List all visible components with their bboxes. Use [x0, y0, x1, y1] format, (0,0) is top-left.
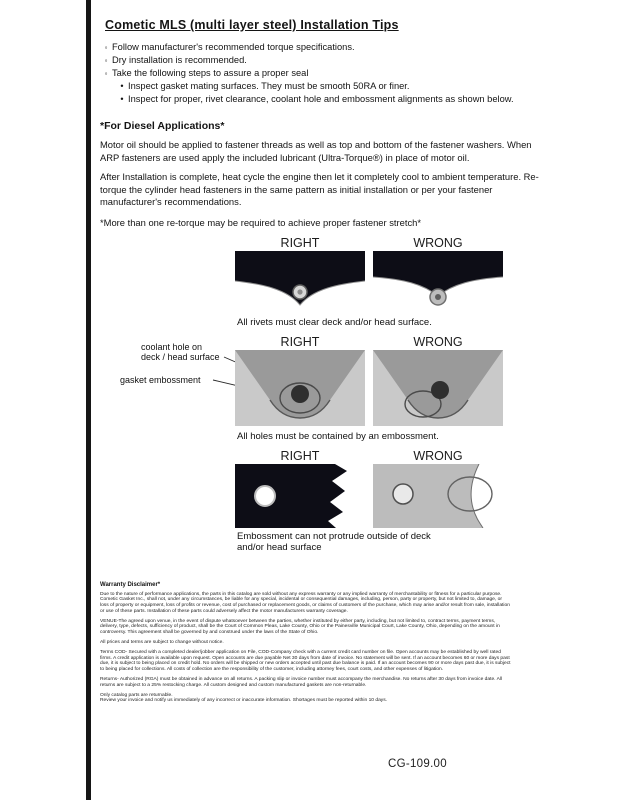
tip-item: [100, 67, 562, 80]
coolant-hole-label: coolant hole on deck / head surface: [141, 341, 220, 362]
row2-wrong-label: WRONG: [413, 334, 463, 349]
disclaimer-paragraph: Only catalog parts are returnable.: [100, 692, 173, 698]
disclaimer-paragraph: VENUE-The agreed upon venue, in the event of dispute whatsoever between the parties, whether instituted by either party, including, but not limited to, contract terms, payment terms, delivery, type, defects, sufficiency of product, shall be the Court of Common Pleas, Lake County, Ohio or the Painesville Municipal Court, Lake County, Ohio, depending on the amount in controversy. This agreement shall be governed by and construed under the laws of the State of Ohio.: [100, 618, 500, 636]
diesel-paragraph-2: After Installation is complete, heat cycle the engine then let it completely cool to ambient temperature. Re-torque the cylinder head fasteners in the same pattern as initial installation or per your fastener manufacturer's recommendations.: [100, 171, 539, 207]
rivet-wrong-image: [373, 251, 503, 313]
containment-wrong-image: [373, 350, 503, 426]
filled-bullet-icon: •: [120, 81, 124, 91]
row2-right-label: RIGHT: [280, 334, 320, 349]
tip-text: Take the following steps to assure a proper seal: [112, 68, 309, 78]
row1-caption: All rivets must clear deck and/or head surface.: [237, 316, 432, 328]
row2-caption: All holes must be contained by an embossment.: [237, 430, 439, 442]
containment-right-image: [235, 350, 365, 426]
open-bullet-icon: ◦: [104, 56, 108, 65]
open-bullet-icon: ◦: [104, 43, 108, 52]
row1-right-label: RIGHT: [280, 235, 320, 250]
filled-bullet-icon: •: [120, 94, 124, 104]
diesel-applications-heading: *For Diesel Applications*: [100, 120, 225, 132]
tip-text: Inspect for proper, rivet clearance, coolant hole and embossment alignments as shown below.: [128, 94, 514, 104]
page-title: Cometic MLS (multi layer steel) Installation Tips: [105, 18, 399, 32]
tip-item: [100, 41, 562, 54]
disclaimer-paragraph: Returns- Authorized (RGA) must be obtained in advance on all returns. A packing slip or invoice number must accompany the merchandise. No returns after 30 days from invoice date. All returns are subject to a 25% restocking charge. All custom designed and custom manufactured gaskets are non-returnable.: [100, 677, 503, 688]
tip-subitem: [116, 80, 562, 93]
rivet-right-image: [235, 251, 365, 313]
row3-wrong-label: WRONG: [413, 448, 463, 463]
protrusion-wrong-diagram: [373, 464, 503, 528]
disclaimer-paragraph: Due to the nature of performance applications, the parts in this catalog are sold without any express warranty or any implied warranty of merchantability or fitness for a particular purpose. Cometic Gasket Inc., shall not, under any circumstances, be liable for any special, incidental or consequential damages, including, person, party or property, but not limited to, damage, or loss of property or equipment, loss of profits or revenue, cost of purchased or replacement goods, or claims of customers of the purchase, which may arise and/or result from sale, installation or use of these parts. Installation of these parts could adversely affect the motor manufacturers warranty coverage.: [100, 591, 510, 614]
tip-item: [100, 54, 562, 67]
tip-text: Follow manufacturer's recommended torque specifications.: [112, 42, 355, 52]
retorque-note: *More than one re-torque may be required to achieve proper fastener stretch*: [100, 216, 422, 228]
open-bullet-icon: ◦: [104, 69, 108, 78]
protrusion-right-image: [235, 464, 365, 528]
row3-caption: Embossment can not protrude outside of deck and/or head surface: [237, 530, 431, 553]
disclaimer-heading: Warranty Disclaimer*: [100, 581, 161, 588]
rivet-clearance-right-diagram: [235, 251, 365, 313]
installation-tips-list: [100, 41, 562, 106]
tip-text: Inspect gasket mating surfaces. They must be smooth 50RA or finer.: [128, 81, 410, 91]
embossment-containment-wrong-diagram: [373, 350, 503, 426]
tip-subitem: [116, 93, 562, 106]
tip-text: Dry installation is recommended.: [112, 55, 247, 65]
protrusion-wrong-image: [373, 464, 503, 528]
left-margin-rule: [86, 0, 91, 800]
diesel-paragraph-1: Motor oil should be applied to fastener threads as well as top and bottom of the fastener washers. When ARP fasteners are used apply the included lubricant (Ultra-Torque®) in place of motor oil.: [100, 139, 532, 163]
embossment-containment-right-diagram: [235, 350, 365, 426]
diagram-section: [100, 236, 562, 558]
warranty-disclaimer: [100, 582, 512, 705]
disclaimer-paragraph: All prices and terms are subject to change without notice.: [100, 640, 224, 646]
row3-right-label: RIGHT: [280, 448, 320, 463]
rivet-clearance-wrong-diagram: [373, 251, 503, 313]
disclaimer-paragraph: Terms COD- Secured with a completed dealer/jobber application on File, COD-Company check with a current credit card number on file. Open accounts may be established by well rated firms. A credit application is available upon request. Open accounts are due payable Net 30 days from date of invoice. No statement will be sent. If an account becomes 60 or more days past due, it is subject to being placed on credit hold. No orders will be shipped or new orders accepted until past due balance is paid. If an account becomes 90 or more days past due, it is subject to being placed for collections. All costs of collection are the responsibility of the customer, including attorney fees, court costs, and other expenses of litigation.: [100, 649, 511, 673]
page-number: CG-109.00: [388, 758, 447, 770]
disclaimer-paragraph: Review your invoice and notify us immediately of any incorrect or inaccurate information. Shortages must be reported within 10 days.: [100, 698, 388, 704]
gasket-embossment-label: gasket embossment: [120, 374, 201, 385]
protrusion-right-diagram: [235, 464, 365, 528]
row1-wrong-label: WRONG: [413, 235, 463, 250]
document-content: [100, 18, 562, 704]
